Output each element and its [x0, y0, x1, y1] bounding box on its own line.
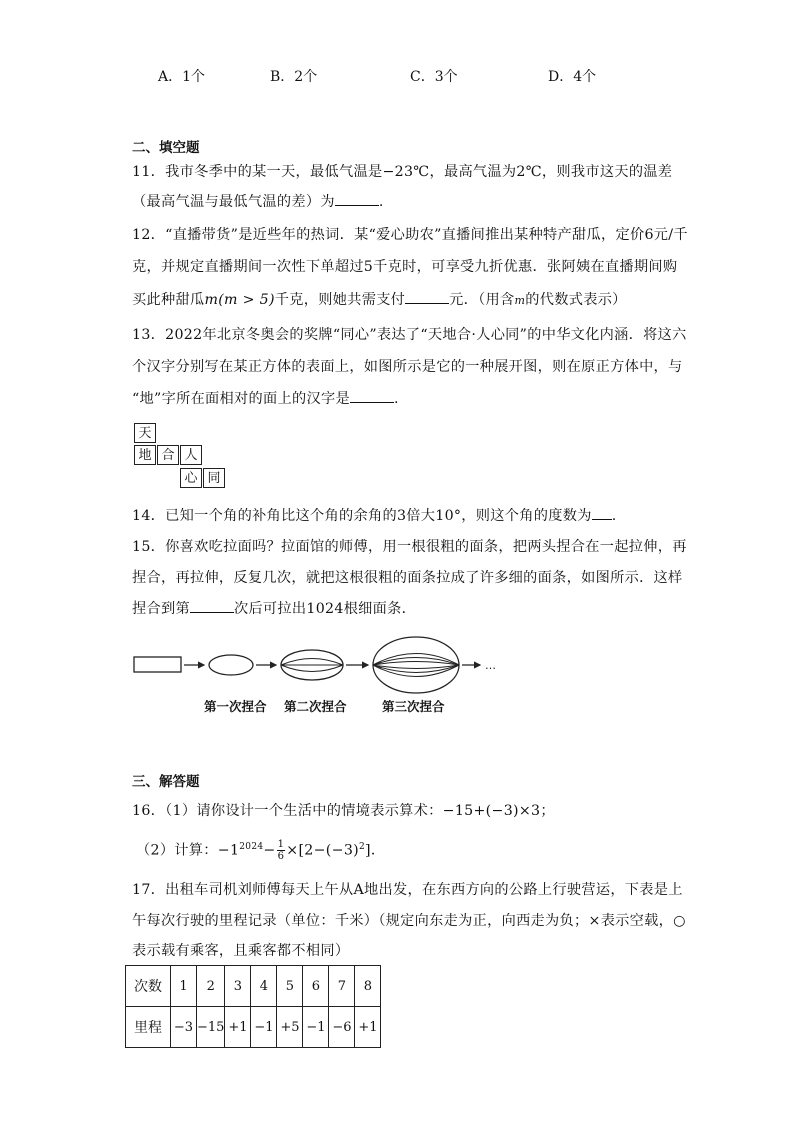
- option-d: D．4个: [548, 69, 597, 85]
- q16-1-text: 16．（1）请你设计一个生活中的情境表示算术：: [132, 803, 443, 819]
- caption-third-fold: 第三次捏合: [382, 699, 445, 714]
- table-cell: 2: [197, 966, 225, 1007]
- table-cell: −1: [251, 1007, 277, 1048]
- q16-2-minus: −: [263, 842, 276, 859]
- q12-text: 买此种甜瓜: [132, 292, 205, 308]
- table-cell: +1: [225, 1007, 251, 1048]
- fraction-numerator: 1: [277, 839, 285, 851]
- q16-part2: [136, 832, 385, 862]
- caption-second-fold: 第二次捏合: [284, 699, 347, 714]
- option-c: C．3个: [410, 69, 458, 85]
- net-cell-ren: 人: [180, 445, 202, 465]
- answer-blank[interactable]: [335, 191, 379, 206]
- table-cell: +1: [355, 1007, 381, 1048]
- net-cell-he: 合: [157, 445, 179, 465]
- cube-net: [134, 423, 234, 491]
- q13-line2: 个汉字分别写在某正方体的表面上，如图所示是它的一种展开图，则在原正方体中，与: [132, 359, 683, 375]
- q12-text4: 的代数式表示）: [525, 292, 627, 308]
- answer-blank[interactable]: [592, 505, 612, 520]
- noodle-diagram: [128, 630, 508, 700]
- q11-end: .: [378, 194, 384, 210]
- q15-line1: 15．你喜欢吃拉面吗？拉面馆的师傅，用一根很粗的面条，把两头捏合在一起拉伸，再: [132, 539, 687, 555]
- fraction-one-sixth: [277, 839, 286, 862]
- q12-text2: 千克，则她共需支付: [274, 292, 406, 308]
- svg-text:…: …: [485, 659, 496, 672]
- table-row-mileage: [126, 1007, 381, 1048]
- variable-m: m: [204, 292, 219, 308]
- q11-text: （最高气温与最低气温的差）为: [132, 194, 335, 210]
- fraction-denominator: 6: [277, 851, 285, 863]
- table-cell: 4: [251, 966, 277, 1007]
- q12-line2: 克，并规定直播期间一次性下单超过5千克时，可享受九折优惠．张阿姨在直播期间购: [132, 259, 678, 275]
- q16-1-expression: −15+(−3)×3: [442, 803, 541, 819]
- table-cell: 6: [303, 966, 329, 1007]
- table-cell: −3: [171, 1007, 197, 1048]
- table-cell: 3: [225, 966, 251, 1007]
- noodle-figure: [128, 630, 508, 725]
- net-cell-di: 地: [134, 445, 156, 465]
- condition-m: (m > 5): [218, 292, 275, 308]
- q15-text2: 次后可拉出1024根细面条．: [233, 601, 417, 617]
- q17-line2: 午每次行驶的里程记录（单位：千米）（规定向东走为正，向西走为负；×表示空载，○: [132, 913, 686, 929]
- q12-line1: 12．“直播带货”是近些年的热词．某“爱心助农”直播间推出某种特产甜瓜，定价6元/千: [132, 227, 688, 243]
- mileage-table: [125, 965, 381, 1048]
- option-a: A．1个: [158, 69, 206, 85]
- q16-2-end: ]．: [365, 842, 386, 859]
- q17-line1: 17．出租车司机刘师傅每天上午从A地出发，在东西方向的公路上行驶营运，下表是上: [132, 882, 683, 898]
- q15-line3: [132, 598, 416, 618]
- table-cell: 5: [277, 966, 303, 1007]
- q16-1-end: ；: [540, 803, 555, 819]
- q14-line: [132, 505, 617, 525]
- q13-line1: 13．2022年北京冬奥会的奖牌“同心”表达了“天地合·人心同”的中华文化内涵．将这六: [132, 327, 687, 343]
- section-title-solve: 三、解答题: [132, 774, 200, 790]
- section-title-fill-in: 二、填空题: [132, 140, 200, 156]
- q11-line1: 11．我市冬季中的某一天，最低气温是−23℃，最高气温为2℃，则我市这天的温差: [132, 164, 673, 180]
- net-cell-tian: 天: [134, 423, 156, 443]
- table-cell: 8: [355, 966, 381, 1007]
- q15-line2: 捏合，再拉伸，反复几次，就把这根很粗的面条拉成了许多细的面条，如图所示．这样: [132, 570, 683, 586]
- table-header-count: 次数: [126, 966, 171, 1007]
- q12-line3: [132, 289, 627, 309]
- q13-line3: [132, 388, 399, 408]
- q14-text: 14．已知一个角的补角比这个角的余角的3倍大10°，则这个角的度数为: [132, 508, 592, 524]
- q16-2-term: −1: [217, 842, 240, 859]
- answer-blank[interactable]: [350, 388, 394, 403]
- q16-part1: [132, 800, 555, 820]
- q15-text: 捏合到第: [132, 601, 190, 617]
- table-cell: 1: [171, 966, 197, 1007]
- q14-end: .: [611, 508, 617, 524]
- table-cell: −6: [329, 1007, 355, 1048]
- table-cell: +5: [277, 1007, 303, 1048]
- net-cell-tong: 同: [203, 468, 225, 488]
- caption-first-fold: 第一次捏合: [204, 699, 267, 714]
- answer-blank[interactable]: [190, 598, 234, 613]
- net-cell-xin: 心: [180, 468, 202, 488]
- q16-2-text: （2）计算：: [136, 842, 218, 859]
- table-row-counts: [126, 966, 381, 1007]
- variable-m-small: m: [514, 294, 526, 307]
- q16-2-bracket: ×[2−(−3): [286, 842, 359, 859]
- q16-2-square: 2: [359, 842, 366, 852]
- q11-line2: [132, 191, 384, 211]
- table-cell: −15: [197, 1007, 225, 1048]
- table-header-mileage: 里程: [126, 1007, 171, 1048]
- table-cell: −1: [303, 1007, 329, 1048]
- q17-line3: 表示载有乘客，且乘客都不相同）: [132, 943, 350, 959]
- option-b: B．2个: [270, 69, 318, 85]
- table-cell: 7: [329, 966, 355, 1007]
- q13-end: .: [393, 391, 399, 407]
- q13-text: “地”字所在面相对的面上的汉字是: [132, 391, 350, 407]
- answer-blank[interactable]: [405, 289, 449, 304]
- q12-text3: 元．（用含: [449, 292, 515, 308]
- q16-2-exponent: 2024: [239, 842, 264, 852]
